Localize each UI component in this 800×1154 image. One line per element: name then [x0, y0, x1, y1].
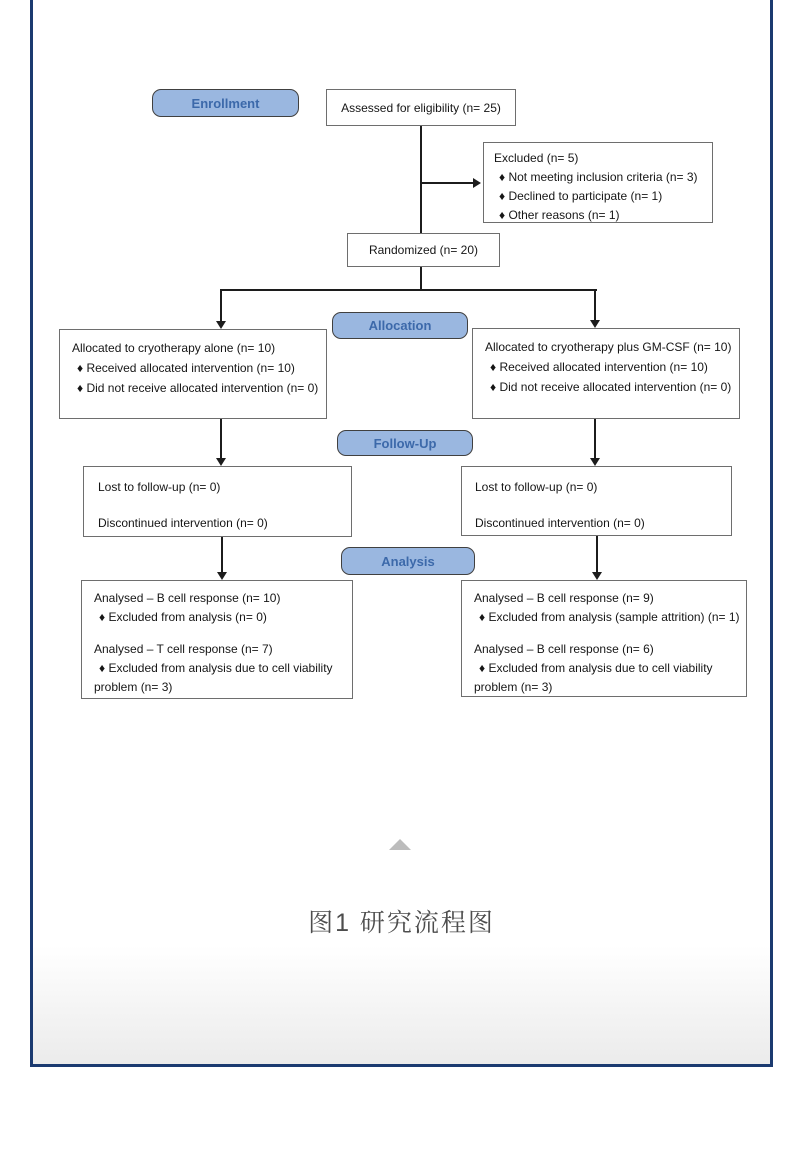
fu-right-line1: Lost to follow-up (n= 0) [475, 480, 598, 494]
an-left-g2-bullet: ♦ Excluded from analysis due to cell viability [99, 661, 333, 675]
an-left-g1-title: Analysed – B cell response (n= 10) [94, 591, 281, 605]
alloc-right-bullet: ♦ Did not receive allocated intervention (n= 0) [490, 380, 732, 394]
arrowhead-alloc-right [590, 320, 600, 328]
an-left-g2-title: Analysed – T cell response (n= 7) [94, 642, 273, 656]
an-right-g2-title: Analysed – B cell response (n= 6) [474, 642, 654, 656]
randomized-text: Randomized (n= 20) [368, 243, 479, 257]
stage-label-allocation: Allocation [332, 312, 468, 339]
connector-assessed-randomized [420, 126, 422, 233]
assessed-text: Assessed for eligibility (n= 25) [341, 100, 501, 115]
an-right-g2-bullet: ♦ Excluded from analysis due to cell viability [479, 661, 713, 675]
arrowhead-fu-right [590, 458, 600, 466]
excluded-bullet: ♦ Other reasons (n= 1) [499, 208, 620, 222]
collapse-toggle-icon[interactable] [389, 839, 411, 850]
an-right-g1-bullet: ♦ Excluded from analysis (sample attrition) (n= 1) [479, 610, 740, 624]
bottom-fade [33, 946, 770, 1064]
connector-an-right [596, 536, 598, 573]
excluded-box [483, 142, 713, 223]
alloc-right-title: Allocated to cryotherapy plus GM-CSF (n= 10) [485, 340, 732, 354]
connector-fu-right [594, 419, 596, 459]
excluded-bullet: ♦ Not meeting inclusion criteria (n= 3) [499, 170, 698, 184]
an-left-g1-bullet: ♦ Excluded from analysis (n= 0) [99, 610, 267, 624]
arrowhead-an-right [592, 572, 602, 580]
alloc-right-bullet: ♦ Received allocated intervention (n= 10) [490, 360, 708, 374]
analysis-right-box [461, 580, 747, 697]
an-right-g2-bullet-cont: problem (n= 3) [474, 680, 553, 694]
alloc-left-bullet: ♦ Received allocated intervention (n= 10) [77, 361, 295, 375]
alloc-left-bullet: ♦ Did not receive allocated intervention (n= 0) [77, 381, 319, 395]
fu-left-line1: Lost to follow-up (n= 0) [98, 480, 221, 494]
fu-right-line2: Discontinued intervention (n= 0) [475, 516, 645, 530]
assessed-box [326, 89, 516, 126]
connector-left-arm [220, 289, 222, 322]
arrowhead-fu-left [216, 458, 226, 466]
stage-label-followup: Follow-Up [337, 430, 473, 456]
stage-label-enrollment: Enrollment [152, 89, 299, 117]
connector-an-left [221, 537, 223, 573]
arrowhead-alloc-left [216, 321, 226, 329]
stage-label-analysis: Analysis [341, 547, 475, 575]
arrowhead-an-left [217, 572, 227, 580]
figure-caption: 图1 研究流程图 [308, 909, 495, 937]
allocation-left-box [59, 329, 327, 419]
excluded-bullet: ♦ Declined to participate (n= 1) [499, 189, 663, 203]
excluded-title: Excluded (n= 5) [494, 151, 579, 165]
an-right-g1-title: Analysed – B cell response (n= 9) [474, 591, 654, 605]
connector-randomized-split [420, 267, 422, 291]
fu-left-line2: Discontinued intervention (n= 0) [98, 516, 268, 530]
split-bar [220, 289, 597, 291]
connector-right-arm [594, 289, 596, 321]
followup-right-box [461, 466, 732, 536]
analysis-left-box [81, 580, 353, 699]
connector-to-excluded [421, 182, 473, 184]
followup-left-box [83, 466, 352, 537]
arrowhead-excluded [473, 178, 481, 188]
randomized-box [347, 233, 500, 267]
connector-fu-left [220, 419, 222, 459]
alloc-left-title: Allocated to cryotherapy alone (n= 10) [72, 341, 276, 355]
an-left-g2-bullet-cont: problem (n= 3) [94, 680, 173, 694]
allocation-right-box [472, 328, 740, 419]
